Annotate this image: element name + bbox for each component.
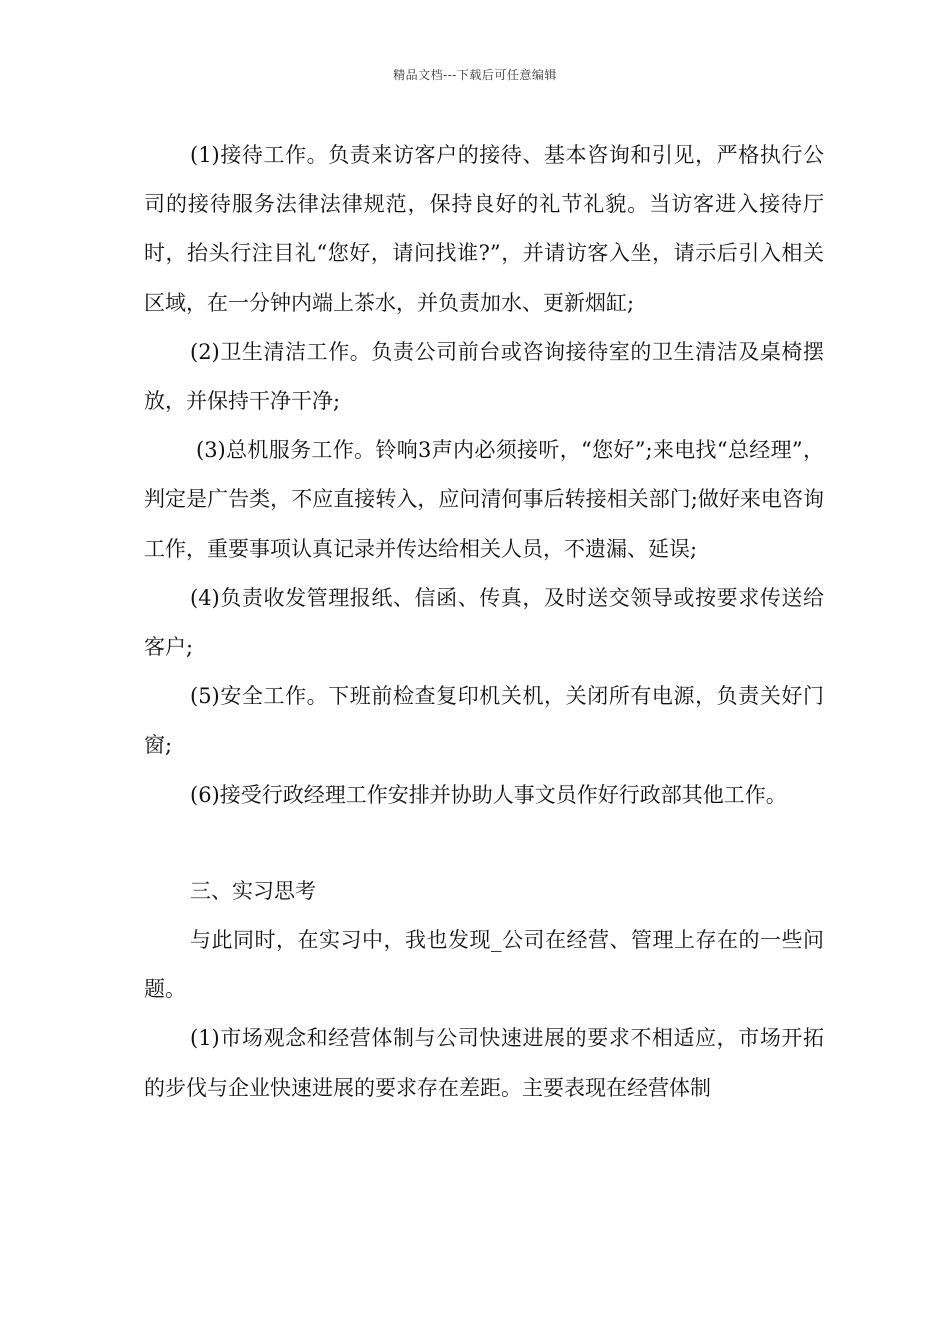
paragraph-safety: (5)安全工作。下班前检查复印机关机，关闭所有电源，负责关好门窗; — [144, 684, 824, 758]
paragraph-admin-support: (6)接受行政经理工作安排并协助人事文员作好行政部其他工作。 — [190, 782, 787, 807]
page-header: 精品文档---下载后可任意编辑 — [393, 68, 557, 82]
paragraph-issues-intro: 与此同时，在实习中，我也发现_公司在经营、管理上存在的一些问题。 — [144, 928, 824, 1002]
paragraph-mail: (4)负责收发管理报纸、信函、传真，及时送交领导或按要求传送给客户; — [144, 585, 824, 660]
paragraph-cleaning: (2)卫生清洁工作。负责公司前台或咨询接待室的卫生清洁及桌椅摆放，并保持干净干净; — [144, 339, 824, 414]
paragraph-reception: (1)接待工作。负责来访客户的接待、基本咨询和引见，严格执行公司的接待服务法律法律规范，保持良好的礼节礼貌。当访客进入接待厅时，抬头行注目礼“您好，请问找谁?”，并请访客入坐，请示后引入相关区域，在一分钟内端上茶水，并负责加水、更新烟缸; — [144, 143, 824, 315]
paragraph-switchboard: (3)总机服务工作。铃响3声内必须接听，“您好”;来电找“总经理”，判定是广告类，不应直接转入，应问清何事后转接相关部门;做好来电咨询工作，重要事项认真记录并传达给相关人员，不遗漏、延误; — [144, 438, 824, 561]
paragraph-market-issue: (1)市场观念和经营体制与公司快速进展的要求不相适应，市场开拓的步伐与企业快速进展的要求存在差距。主要表现在经营体制 — [144, 1026, 824, 1100]
document-body — [144, 131, 824, 1113]
section-heading: 三、实习思考 — [190, 878, 316, 903]
